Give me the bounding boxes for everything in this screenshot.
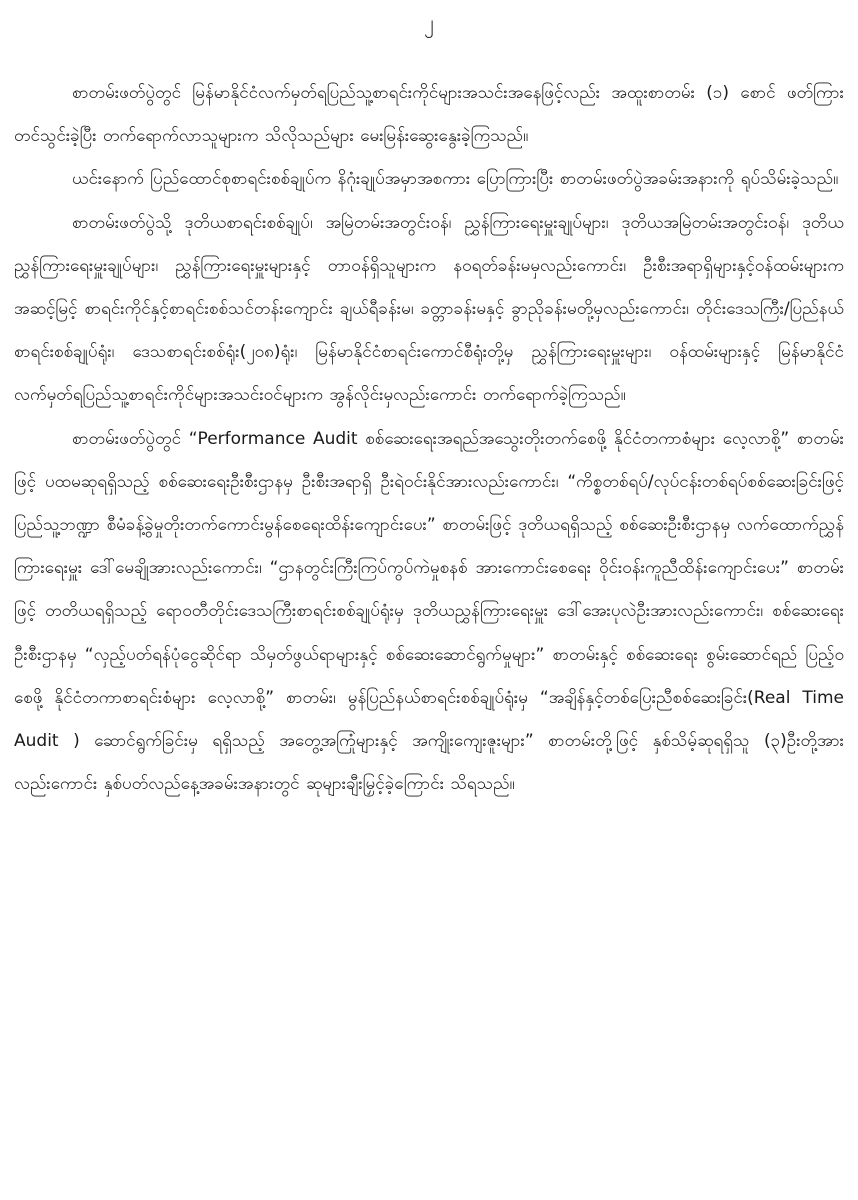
paragraph-symposium-intro: စာတမ်းဖတ်ပွဲတွင် မြန်မာနိုင်ငံလက်မှတ်ရပြည်သူ့စာရင်းကိုင်များအသင်းအနေဖြင့်လည်း အထူးစာတမ်း (၁) စောင် ဖတ်ကြားတင်သွင်းခဲ့ပြီး တက်ရောက်လာသူများက သိလိုသည်များ မေးမြန်းဆွေးနွေးခဲ့ကြသည်။ xyxy=(14,83,844,147)
paragraph-attendees: စာတမ်းဖတ်ပွဲသို့ ဒုတိယစာရင်းစစ်ချုပ်၊ အမြဲတမ်းအတွင်းဝန်၊ ညွှန်ကြားရေးမှူးချုပ်များ၊ ဒုတိယအမြဲတမ်းအတွင်းဝန်၊ ဒုတိယညွှန်ကြားရေးမှူးချုပ်များ၊ ညွှန်ကြားရေးမှူးများနှင့် တာဝန်ရှိသူများက နဝရတ်ခန်းမမှလည်းကောင်း၊ ဦးစီးအရာရှိများနှင့်ဝန်ထမ်းများက အဆင့်မြင့် စာရင်းကိုင်နှင့်စာရင်းစစ်သင်တန်းကျောင်း ချယ်ရီခန်းမ၊ ခတ္တာခန်းမနှင့် ခွာညိုခန်းမတို့မှလည်းကောင်း၊ တိုင်းဒေသကြီး/ပြည်နယ်စာရင်းစစ်ချုပ်ရုံး၊ ဒေသစာရင်းစစ်ရုံး(၂၀၈)ရုံး၊ မြန်မာနိုင်ငံစာရင်းကောင်စီရုံးတို့မှ ညွှန်ကြားရေးမှူးများ၊ ဝန်ထမ်းများနှင့် မြန်မာနိုင်ငံလက်မှတ်ရပြည်သူ့စာရင်းကိုင်များအသင်းဝင်များက အွန်လိုင်းမှလည်းကောင်း တက်ရောက်ခဲ့ကြသည်။ xyxy=(14,212,844,406)
page-number: ၂ xyxy=(424,10,434,34)
paragraph-awards: စာတမ်းဖတ်ပွဲတွင် “Performance Audit စစ်ဆေးရေးအရည်အသွေးတိုးတက်စေဖို့ နိုင်ငံတကာစံများ လေ့လာစို့” စာတမ်းဖြင့် ပထမဆုရရှိသည့် စစ်ဆေးရေးဦးစီးဌာနမှ ဦးစီးအရာရှိ ဦးရဲဝင်းနိုင်အားလည်းကောင်း၊ “ကိစ္စတစ်ရပ်/လုပ်ငန်းတစ်ရပ်စစ်ဆေးခြင်းဖြင့် ပြည်သူ့ဘဏ္ဍာ စီမံခန့်ခွဲမှုတိုးတက်ကောင်းမွန်စေရေးထိန်းကျောင်းပေး” စာတမ်းဖြင့် ဒုတိယရရှိသည့် စစ်ဆေးဦးစီးဌာနမှ လက်ထောက်ညွှန်ကြားရေးမှူး ဒေါ်မေချိုအားလည်းကောင်း၊ “ဌာနတွင်းကြီးကြပ်ကွပ်ကဲမှုစနစ် အားကောင်းစေရေး ဝိုင်းဝန်းကူညီထိန်းကျောင်းပေး” စာတမ်းဖြင့် တတိယရရှိသည့် ရောဝတီတိုင်းဒေသကြီးစာရင်းစစ်ချုပ်ရုံးမှ ဒုတိယညွှန်ကြားရေးမှူး ဒေါ်အေးပုလဲဦးအားလည်းကောင်း၊ စစ်ဆေးရေးဦးစီးဌာနမှ “လှည့်ပတ်ရန်ပုံငွေဆိုင်ရာ သိမှတ်ဖွယ်ရာများနှင့် စစ်ဆေးဆောင်ရွက်မှုများ” စာတမ်းနှင့် စစ်ဆေးရေး စွမ်းဆောင်ရည် ပြည့်ဝစေဖို့ နိုင်ငံတကာစာရင်းစံများ လေ့လာစို့” စာတမ်း၊ မွန်ပြည်နယ်စာရင်းစစ်ချုပ်ရုံးမှ “အချိန်နှင့်တစ်ပြေးညီစစ်ဆေးခြင်း(Real Time Audit ) ဆောင်ရွက်ခြင်းမှ ရရှိသည့် အတွေ့အကြုံများနှင့် အကျိုးကျေးဇူးများ” စာတမ်းတို့ဖြင့် နှစ်သိမ့်ဆုရရှိသူ (၃)ဦးတို့အားလည်းကောင်း နှစ်ပတ်လည်နေ့အခမ်းအနားတွင် ဆုများချီးမြှင့်ခဲ့ကြောင်း သိရသည်။ xyxy=(14,428,844,795)
paragraph-closing-remarks: ယင်းနောက် ပြည်ထောင်စုစာရင်းစစ်ချုပ်က နိဂုံးချုပ်အမှာအစကား ပြောကြားပြီး စာတမ်းဖတ်ပွဲအခမ်းအနားကို ရုပ်သိမ်းခဲ့သည်။ xyxy=(72,169,839,190)
body-text xyxy=(14,72,844,806)
